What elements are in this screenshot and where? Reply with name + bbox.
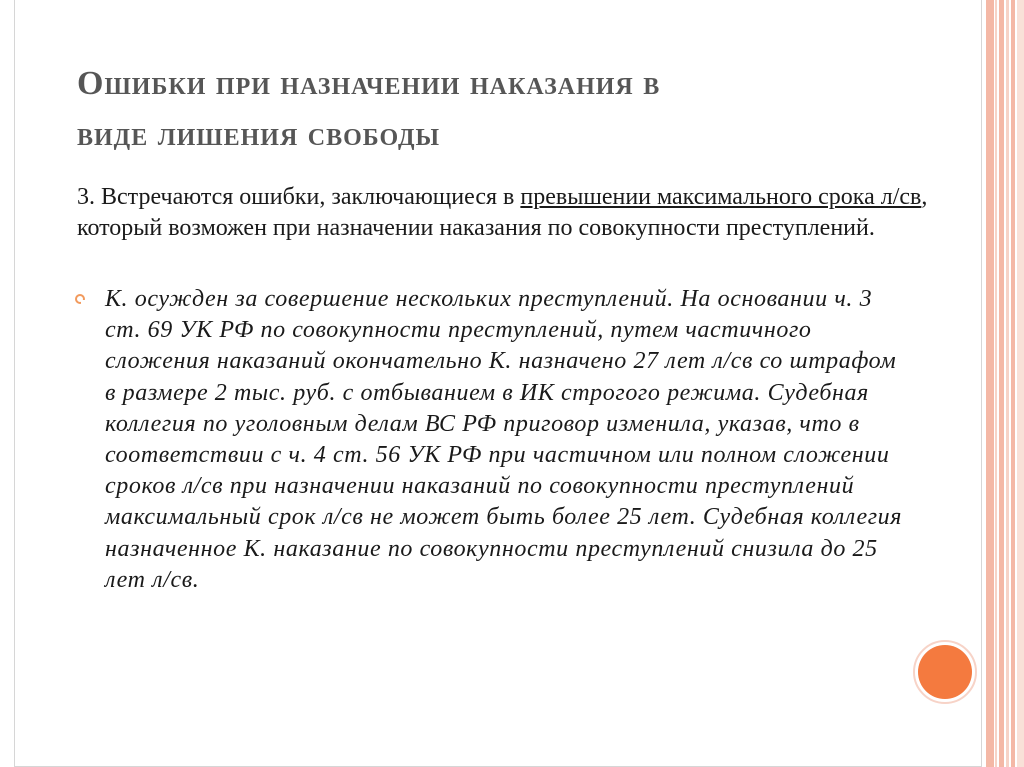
- decorative-orange-circle: [918, 645, 972, 699]
- stripe: [1017, 0, 1024, 767]
- right-decorative-stripes: [982, 0, 1024, 767]
- title-line-2: виде лишения свободы: [77, 116, 441, 153]
- stripe: [986, 0, 994, 767]
- paragraph-suffix: , который возможен при назначении наказания по совокупности преступлений.: [77, 184, 928, 241]
- stripe: [1006, 0, 1009, 767]
- stripe: [999, 0, 1004, 767]
- title-line-1: Ошибки при назначении наказания в: [77, 65, 661, 102]
- circle-bullet-icon: [75, 294, 85, 304]
- stripe: [995, 0, 997, 767]
- paragraph-3: [77, 182, 937, 244]
- bullet-text: К. осужден за совершение нескольких преступлений. На основании ч. 3 ст. 69 УК РФ по совокупности преступлений, путем частичного сложения наказаний окончательно К. назначено 27 лет л/св со штрафом в размере 2 тыс. руб. с отбыванием в ИК строгого режима. Судебная коллегия по уголовным делам ВС РФ приговор изменила, указав, что в соответствии с ч. 4 ст. 56 УК РФ при частичном или полном сложении сроков л/св при назначении наказаний по совокупности преступлений максимальный срок л/св не может быть более 25 лет. Судебная коллегия назначенное К. наказание по совокупности преступлений снизила до 25 лет л/св.: [105, 286, 903, 593]
- stripe: [1011, 0, 1015, 767]
- slide-title: [77, 58, 937, 160]
- slide-frame: [14, 0, 982, 767]
- paragraph-underlined: превышении максимального срока л/св: [520, 184, 922, 210]
- paragraph-prefix: 3. Встречаются ошибки, заключающиеся в: [77, 184, 521, 210]
